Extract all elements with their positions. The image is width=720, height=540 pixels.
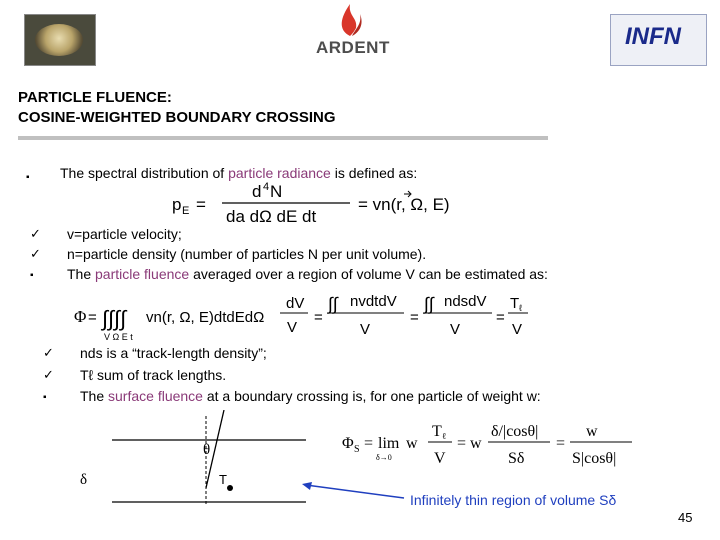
bullet-dot-icon: ▪ — [43, 392, 47, 403]
svg-text:nvdtdV: nvdtdV — [350, 293, 397, 310]
title-divider — [18, 136, 548, 140]
theta-label: θ — [203, 442, 211, 458]
infn-logo — [610, 14, 707, 66]
svg-text:V: V — [450, 321, 461, 338]
check-track-sum: Tℓ sum of track lengths. — [80, 367, 227, 383]
svg-text:=: = — [314, 309, 323, 326]
svg-text:ℓ: ℓ — [442, 431, 447, 441]
svg-text:Φ: Φ — [342, 435, 354, 452]
bullet-dot-icon: ▪ — [26, 172, 30, 183]
svg-text:∫∫: ∫∫ — [328, 294, 338, 314]
bullet-dot-icon: ▪ — [30, 270, 34, 281]
check-density: n=particle density (number of particles N per unit volume). — [67, 246, 427, 262]
track-length-label: T — [219, 472, 227, 487]
delta-label: δ — [80, 472, 88, 488]
svg-text:=: = — [364, 435, 374, 452]
svg-text:S: S — [354, 444, 360, 455]
svg-text:Sδ: Sδ — [508, 450, 525, 467]
caption-arrow-icon — [296, 482, 408, 502]
svg-text:vn(r, Ω, E)dtdEdΩ: vn(r, Ω, E)dtdEdΩ — [146, 309, 265, 326]
svg-text:N: N — [270, 182, 283, 201]
svg-text:=: = — [496, 309, 505, 326]
svg-text:T: T — [510, 295, 520, 312]
svg-text:dV: dV — [286, 295, 305, 312]
svg-text:da dΩ dE dt: da dΩ dE dt — [226, 207, 317, 226]
svg-text:T: T — [432, 423, 442, 440]
svg-text:=: = — [196, 195, 206, 214]
university-seal-logo — [24, 14, 96, 66]
svg-text:d: d — [252, 182, 262, 201]
boundary-crossing-diagram — [110, 410, 310, 510]
ardent-logo-text: ARDENT — [316, 38, 390, 57]
fluence-equation — [72, 288, 532, 346]
title-line-2: COSINE-WEIGHTED BOUNDARY CROSSING — [18, 109, 336, 126]
svg-text:∫∫: ∫∫ — [424, 294, 434, 314]
svg-text:δ/|cosθ|: δ/|cosθ| — [491, 423, 539, 440]
check-icon: ✓ — [30, 226, 41, 241]
bullet-surface-fluence: The surface fluence at a boundary crossing is, for one particle of weight w: — [80, 388, 541, 404]
svg-text:lim: lim — [378, 435, 400, 452]
svg-text:4: 4 — [263, 181, 270, 193]
infn-logo-text: INFN — [625, 23, 681, 50]
check-velocity: v=particle velocity; — [67, 226, 182, 242]
check-icon: ✓ — [43, 345, 54, 360]
svg-text:=: = — [88, 309, 97, 326]
radiance-equation — [170, 180, 480, 228]
svg-text:ndsdV: ndsdV — [444, 293, 487, 310]
svg-text:= vn(r, Ω, E): = vn(r, Ω, E) — [358, 195, 450, 214]
ardent-logo — [310, 0, 400, 65]
surface-fluence-equation — [340, 416, 640, 474]
svg-text:w: w — [406, 435, 418, 452]
check-icon: ✓ — [30, 246, 41, 261]
bullet-radiance: The spectral distribution of particle radiance is defined as: — [60, 165, 418, 181]
svg-text:V: V — [360, 321, 371, 338]
title-line-1: PARTICLE FLUENCE: — [18, 89, 172, 106]
slide-title — [18, 88, 336, 128]
diagram-caption: Infinitely thin region of volume Sδ — [410, 492, 617, 508]
svg-text:=: = — [410, 309, 419, 326]
check-track-length-density: nds is a “track-length density”; — [80, 345, 267, 361]
svg-text:Φ: Φ — [74, 307, 87, 326]
svg-text:ℓ: ℓ — [519, 303, 522, 313]
svg-text:=: = — [556, 435, 566, 452]
svg-text:w: w — [586, 423, 598, 440]
svg-text:V Ω E t: V Ω E t — [104, 332, 133, 342]
svg-text:E: E — [182, 205, 190, 217]
svg-text:δ→0: δ→0 — [376, 453, 392, 462]
svg-text:V: V — [512, 321, 523, 338]
svg-text:= w: = w — [457, 435, 482, 452]
svg-text:V: V — [287, 319, 298, 336]
svg-text:p: p — [172, 195, 182, 214]
page-number: 45 — [678, 510, 693, 525]
check-icon: ✓ — [43, 367, 54, 382]
svg-text:S|cosθ|: S|cosθ| — [572, 450, 617, 467]
svg-text:V: V — [434, 450, 446, 467]
bullet-fluence: The particle fluence averaged over a region of volume V can be estimated as: — [67, 266, 548, 282]
svg-text:∫∫∫∫: ∫∫∫∫ — [102, 306, 127, 331]
